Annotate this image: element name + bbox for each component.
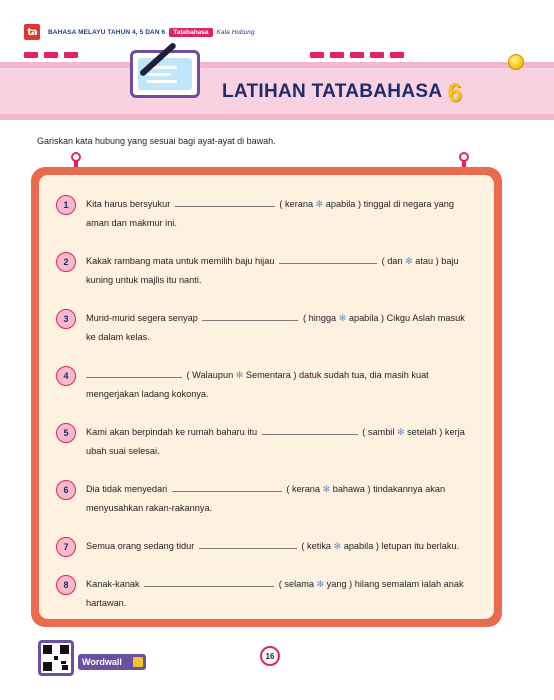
question-text: Kanak-kanak ( selama ✻ yang ) hilang semalam ialah anak hartawan.	[86, 579, 464, 608]
banner-dash	[310, 52, 324, 58]
star-separator-icon: ✻	[396, 427, 405, 437]
answer-blank[interactable]	[172, 484, 282, 492]
question-text: ( Walaupun ✻ Sementara ) datuk sudah tua, dia masih kuat mengerjakan ladang kokonya.	[86, 370, 429, 399]
flower-badge-icon	[56, 366, 76, 386]
choice-a[interactable]: ketika	[307, 541, 332, 551]
choice-a[interactable]: sambil	[367, 427, 395, 437]
question-after: datuk sudah tua, dia masih kuat	[299, 370, 429, 380]
flower-badge-icon	[56, 575, 76, 595]
choice-b[interactable]: yang	[326, 579, 347, 589]
question-after: kerja	[444, 427, 465, 437]
question-text: Murid-murid segera senyap ( hingga ✻ apabila ) Cikgu Aslah masuk ke dalam kelas.	[86, 313, 465, 342]
answer-blank[interactable]	[144, 579, 274, 587]
choice-b[interactable]: Sementara	[245, 370, 291, 380]
question-line2: hartawan.	[86, 598, 127, 608]
star-separator-icon: ✻	[315, 199, 324, 209]
choice-b[interactable]: apabila	[343, 541, 374, 551]
flower-badge-icon	[56, 309, 76, 329]
question-after: baju	[441, 256, 459, 266]
choice-b[interactable]: apabila	[325, 199, 356, 209]
wordwall-label: Wordwall	[82, 657, 122, 667]
question-before: Semua orang sedang tidur	[86, 541, 195, 551]
choice-b[interactable]: apabila	[348, 313, 379, 323]
instruction-text: Gariskan kata hubung yang sesuai bagi ayat-ayat di bawah.	[37, 136, 276, 146]
question-number: 2	[63, 257, 69, 267]
flower-badge-icon	[56, 252, 76, 272]
tablet-line	[147, 73, 171, 76]
question-after: hilang semalam ialah anak	[354, 579, 464, 589]
question-before: Dia tidak menyedari	[86, 484, 168, 494]
question-before: Kami akan berpindah ke rumah baharu itu	[86, 427, 258, 437]
choice-b[interactable]: setelah	[407, 427, 437, 437]
star-separator-icon: ✻	[405, 256, 413, 266]
choice-a[interactable]: selama	[284, 579, 314, 589]
choice-b[interactable]: bahawa	[332, 484, 365, 494]
star-separator-icon: ✻	[316, 579, 325, 589]
banner-dash	[350, 52, 364, 58]
flower-badge-icon	[56, 480, 76, 500]
answer-blank[interactable]	[175, 199, 275, 207]
question-number: 4	[63, 371, 69, 381]
flower-badge-icon	[56, 423, 76, 443]
question-number: 1	[63, 200, 69, 210]
board-hook-icon	[458, 152, 470, 166]
publisher-logo-icon: ta	[24, 24, 40, 40]
qr-code-icon[interactable]	[38, 640, 74, 676]
answer-blank[interactable]	[279, 256, 377, 264]
question-before: Kita harus bersyukur	[86, 199, 171, 209]
question-line2: ke dalam kelas.	[86, 332, 150, 342]
tablet-line	[147, 80, 177, 83]
series-title: BAHASA MELAYU TAHUN 4, 5 DAN 6	[48, 28, 166, 36]
question-after: tindakannya akan	[373, 484, 446, 494]
choice-a[interactable]: kerana	[291, 484, 321, 494]
banner-dash	[24, 52, 38, 58]
question-number: 8	[63, 580, 69, 590]
star-separator-icon: ✻	[338, 313, 347, 323]
banner-dash	[64, 52, 78, 58]
question-before: Kakak rambang mata untuk memilih baju hijau	[86, 256, 275, 266]
star-separator-icon: ✻	[333, 541, 342, 551]
star-separator-icon: ✻	[322, 484, 331, 494]
flower-badge-icon	[56, 537, 76, 557]
banner-dash	[330, 52, 344, 58]
question-before: Kanak-kanak	[86, 579, 140, 589]
question-text: Kita harus bersyukur ( kerana ✻ apabila ) tinggal di negara yang aman dan makmur ini.	[86, 199, 454, 228]
flower-badge-icon	[56, 195, 76, 215]
choice-b[interactable]: atau	[415, 256, 434, 266]
question-text: Dia tidak menyedari ( kerana ✻ bahawa ) tindakannya akan menyusahkan rakan-rakannya.	[86, 484, 446, 513]
question-text: Semua orang sedang tidur ( ketika ✻ apabila ) letupan itu berlaku.	[86, 541, 460, 551]
question-number: 3	[63, 314, 69, 324]
choice-a[interactable]: hingga	[308, 313, 337, 323]
question-line2: aman dan makmur ini.	[86, 218, 177, 228]
star-separator-icon: ✻	[235, 370, 244, 380]
question-text: Kakak rambang mata untuk memilih baju hijau ( dan ✻ atau ) baju kuning untuk majlis itu nanti.	[86, 256, 459, 285]
question-after: letupan itu berlaku.	[381, 541, 460, 551]
choice-a[interactable]: dan	[387, 256, 403, 266]
question-number: 7	[63, 542, 69, 552]
choice-a[interactable]: Walaupun	[192, 370, 234, 380]
wordwall-bricks-icon	[133, 657, 143, 667]
answer-blank[interactable]	[86, 370, 182, 378]
question-text: Kami akan berpindah ke rumah baharu itu ( sambil ✻ setelah ) kerja ubah suai selesai.	[86, 427, 465, 456]
question-line2: menyusahkan rakan-rakannya.	[86, 503, 213, 513]
page-header	[24, 22, 530, 42]
board-hook-icon	[70, 152, 82, 166]
choice-a[interactable]: kerana	[285, 199, 314, 209]
page-number: 16	[260, 646, 280, 666]
topic-label: Kata Hubung	[216, 28, 255, 36]
exercise-title: LATIHAN TATABAHASA	[222, 81, 443, 102]
question-line2: kuning untuk majlis itu nanti.	[86, 275, 202, 285]
page-title	[222, 78, 462, 106]
question-number: 5	[63, 428, 69, 438]
answer-blank[interactable]	[262, 427, 358, 435]
question-number: 6	[63, 485, 69, 495]
section-chip: Tatabahasa	[169, 28, 212, 37]
answer-blank[interactable]	[199, 541, 297, 549]
wordwall-badge[interactable]	[78, 654, 146, 670]
banner-dash	[390, 52, 404, 58]
question-line2: ubah suai selesai.	[86, 446, 160, 456]
question-line2: mengerjakan ladang kokonya.	[86, 389, 209, 399]
question-after: Cikgu Aslah masuk	[386, 313, 465, 323]
question-before: Murid-murid segera senyap	[86, 313, 198, 323]
coin-icon	[508, 54, 524, 70]
exercise-number: 6	[447, 76, 462, 107]
question-after: tinggal di negara yang	[363, 199, 454, 209]
banner-dash	[370, 52, 384, 58]
answer-blank[interactable]	[202, 313, 298, 321]
banner-dash	[44, 52, 58, 58]
